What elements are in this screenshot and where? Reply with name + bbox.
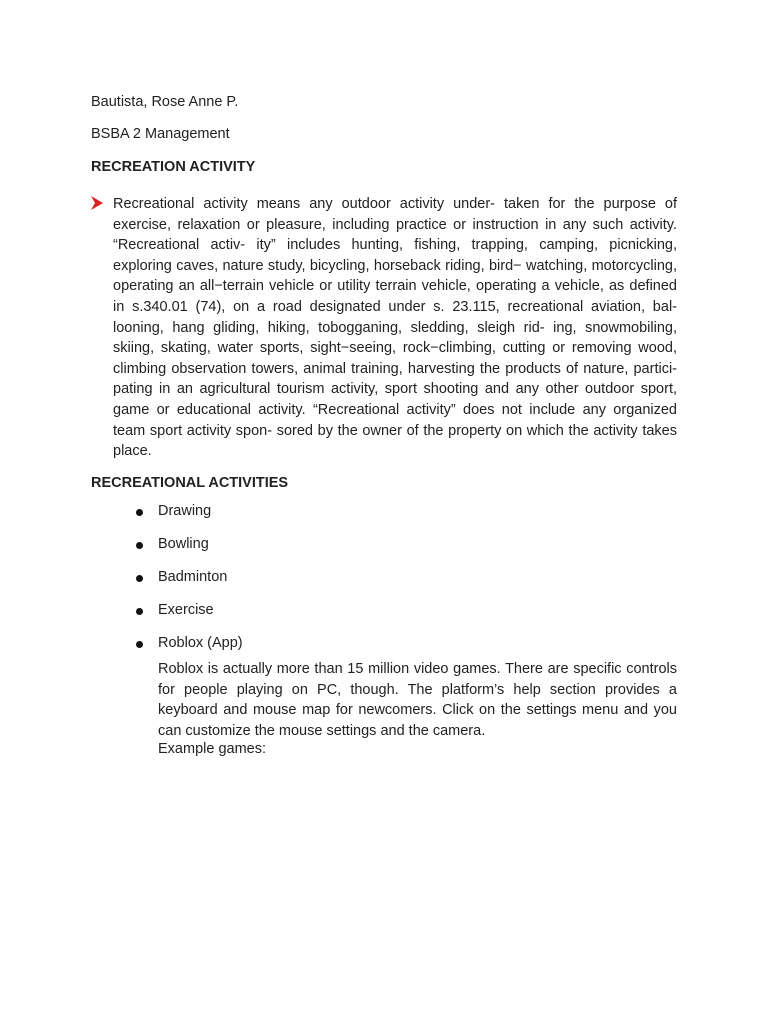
course-name: BSBA 2 Management [91, 126, 230, 142]
red-arrow-icon [91, 196, 103, 210]
activities-list [136, 503, 681, 668]
bullet-dot-icon [136, 641, 143, 648]
list-item [136, 569, 681, 602]
bullet-dot-icon [136, 575, 143, 582]
definition-paragraph: Recreational activity means any outdoor activity under- taken for the purpose of exercise, relaxation or pleasure, including practice or instruction in any such activity. “Recreational activ- ity” includes hunting, fishing, trapping, camping, picnicking, exploring caves, nature study, bicycling, horseback riding, bird− watching, motorcycling, operating an all−terrain vehicle or utility terrain vehicle, operating a vehicle, as defined in s.340.01 (74), on a road designated under s. 23.115, recreational aviation, bal- looning, hang gliding, hiking, tobogganing, sledding, sleigh rid- ing, snowmobiling, skiing, skating, water sports, sight−seeing, rock−climbing, cutting or removing wood, climbing observation towers, animal training, harvesting the products of nature, partici- pating in an agricultural tourism activity, sport shooting and any other outdoor sport, game or educational activity. “Recreational activity” does not include any organized team sport activity spon- sored by the owner of the property on which the activity takes place. [113, 196, 677, 460]
list-item-label: Roblox (App) [158, 635, 243, 651]
list-item-label: Exercise [158, 602, 214, 618]
section-heading-recreational-activities: RECREATIONAL ACTIVITIES [91, 475, 289, 491]
section-heading-recreation-activity: RECREATION ACTIVITY [91, 159, 256, 175]
bullet-dot-icon [136, 509, 143, 516]
list-item-label: Bowling [158, 536, 209, 552]
list-item-label: Drawing [158, 503, 212, 519]
bullet-dot-icon [136, 542, 143, 549]
list-item-label: Badminton [158, 569, 228, 585]
bullet-dot-icon [136, 608, 143, 615]
author-name: Bautista, Rose Anne P. [91, 94, 239, 110]
list-item [136, 503, 681, 536]
roblox-description: Roblox is actually more than 15 million video games. There are specific controls for people playing on PC, though. The platform’s help section provides a keyboard and mouse map for newcomers. Click on the settings menu and you can customize the mouse settings and the camera. [158, 661, 677, 739]
list-item [136, 602, 681, 635]
example-games-label: Example games: [158, 741, 266, 757]
list-item [136, 536, 681, 569]
